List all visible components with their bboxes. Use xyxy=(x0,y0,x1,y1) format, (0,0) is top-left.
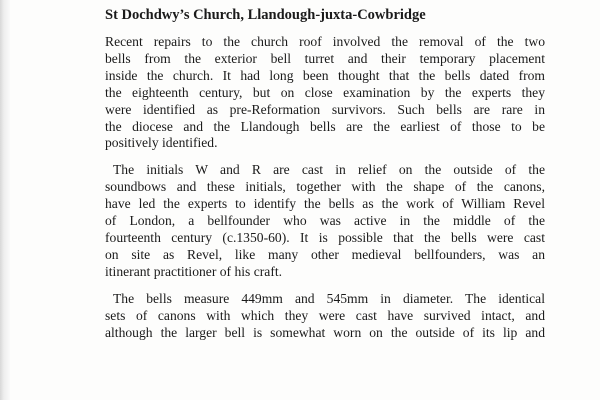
paragraph-line: on site as Revel, like many other medieval bellfounders, was an xyxy=(105,246,545,262)
paragraph-line: soundbows and these initials, together with the shape of the canons, xyxy=(105,179,545,195)
paragraph-line: the eighteenth century, but on close examination by the experts they xyxy=(105,84,545,100)
paragraph-line: The initials W and R are cast in relief on the outside of the xyxy=(113,162,545,178)
paragraph-line: the diocese and the Llandough bells are the earliest of those to be xyxy=(105,118,545,134)
paragraph-3 xyxy=(105,291,545,342)
paragraph-2 xyxy=(105,162,545,280)
article xyxy=(105,6,545,351)
paragraph-1 xyxy=(105,34,545,152)
paragraph-line: itinerant practitioner of his craft. xyxy=(105,263,283,279)
paragraph-line: although the larger bell is somewhat worn on the outside of its lip and xyxy=(105,324,545,340)
paragraph-line: The bells measure 449mm and 545mm in diameter. The identical xyxy=(113,290,545,306)
paragraph-line: positively identified. xyxy=(105,135,218,151)
page-binding-shadow xyxy=(0,0,10,400)
paragraph-line: Recent repairs to the church roof involved the removal of the two xyxy=(105,34,545,49)
paragraph-line: bells from the exterior bell turret and their temporary placement xyxy=(105,50,545,66)
paragraph-line: of London, a bellfounder who was active in the middle of the xyxy=(105,213,545,229)
paragraph-line: have led the experts to identify the bells as the work of William Revel xyxy=(105,196,545,212)
paragraph-line: inside the church. It had long been thought that the bells dated from xyxy=(105,67,545,83)
paragraph-line: fourteenth century (c.1350-60). It is possible that the bells were cast xyxy=(105,229,545,245)
paragraph-line: sets of canons with which they were cast have survived intact, and xyxy=(105,307,545,323)
article-title: St Dochdwy’s Church, Llandough-juxta-Cowbridge xyxy=(105,7,426,23)
paragraph-line: were identified as pre-Reformation survivors. Such bells are rare in xyxy=(105,101,545,117)
